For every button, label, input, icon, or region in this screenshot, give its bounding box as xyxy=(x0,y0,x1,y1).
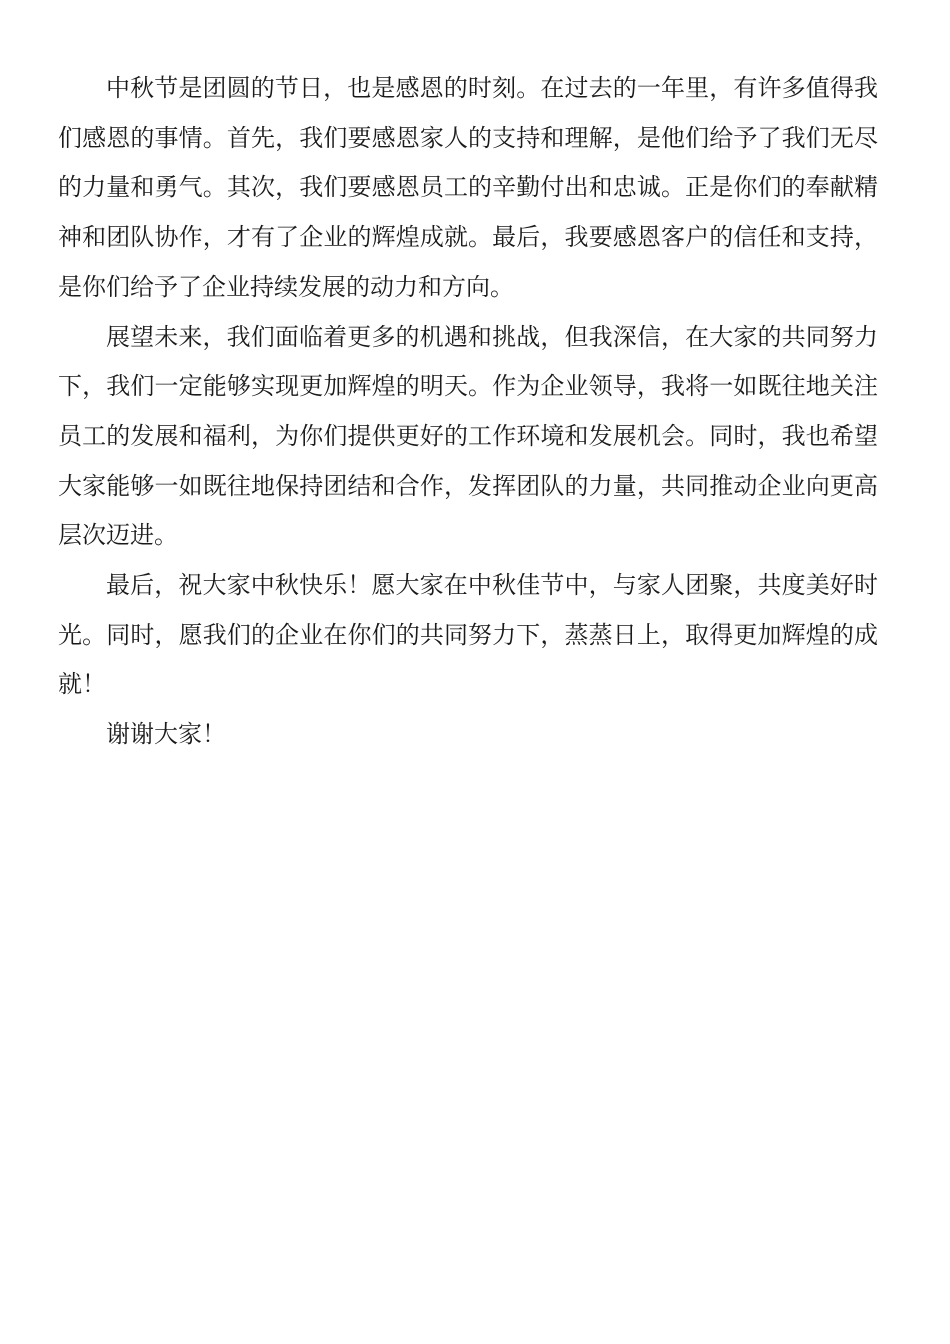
paragraph-gratitude: 中秋节是团圆的节日，也是感恩的时刻。在过去的一年里，有许多值得我们感恩的事情。首先，我们要感恩家人的支持和理解，是他们给予了我们无尽的力量和勇气。其次，我们要感恩员工的辛勤付出和忠诚。正是你们的奉献精神和团队协作，才有了企业的辉煌成就。最后，我要感恩客户的信任和支持，是你们给予了企业持续发展的动力和方向。 xyxy=(58,74,878,301)
document-body xyxy=(58,64,878,760)
paragraph-wishes: 最后，祝大家中秋快乐！愿大家在中秋佳节中，与家人团聚，共度美好时光。同时，愿我们的企业在你们的共同努力下，蒸蒸日上，取得更加辉煌的成就！ xyxy=(58,571,878,699)
paragraph-thanks: 谢谢大家！ xyxy=(106,720,226,749)
paragraph-outlook: 展望未来，我们面临着更多的机遇和挑战，但我深信，在大家的共同努力下，我们一定能够实现更加辉煌的明天。作为企业领导，我将一如既往地关注员工的发展和福利，为你们提供更好的工作环境和发展机会。同时，我也希望大家能够一如既往地保持团结和合作，发挥团队的力量，共同推动企业向更高层次迈进。 xyxy=(58,322,878,550)
